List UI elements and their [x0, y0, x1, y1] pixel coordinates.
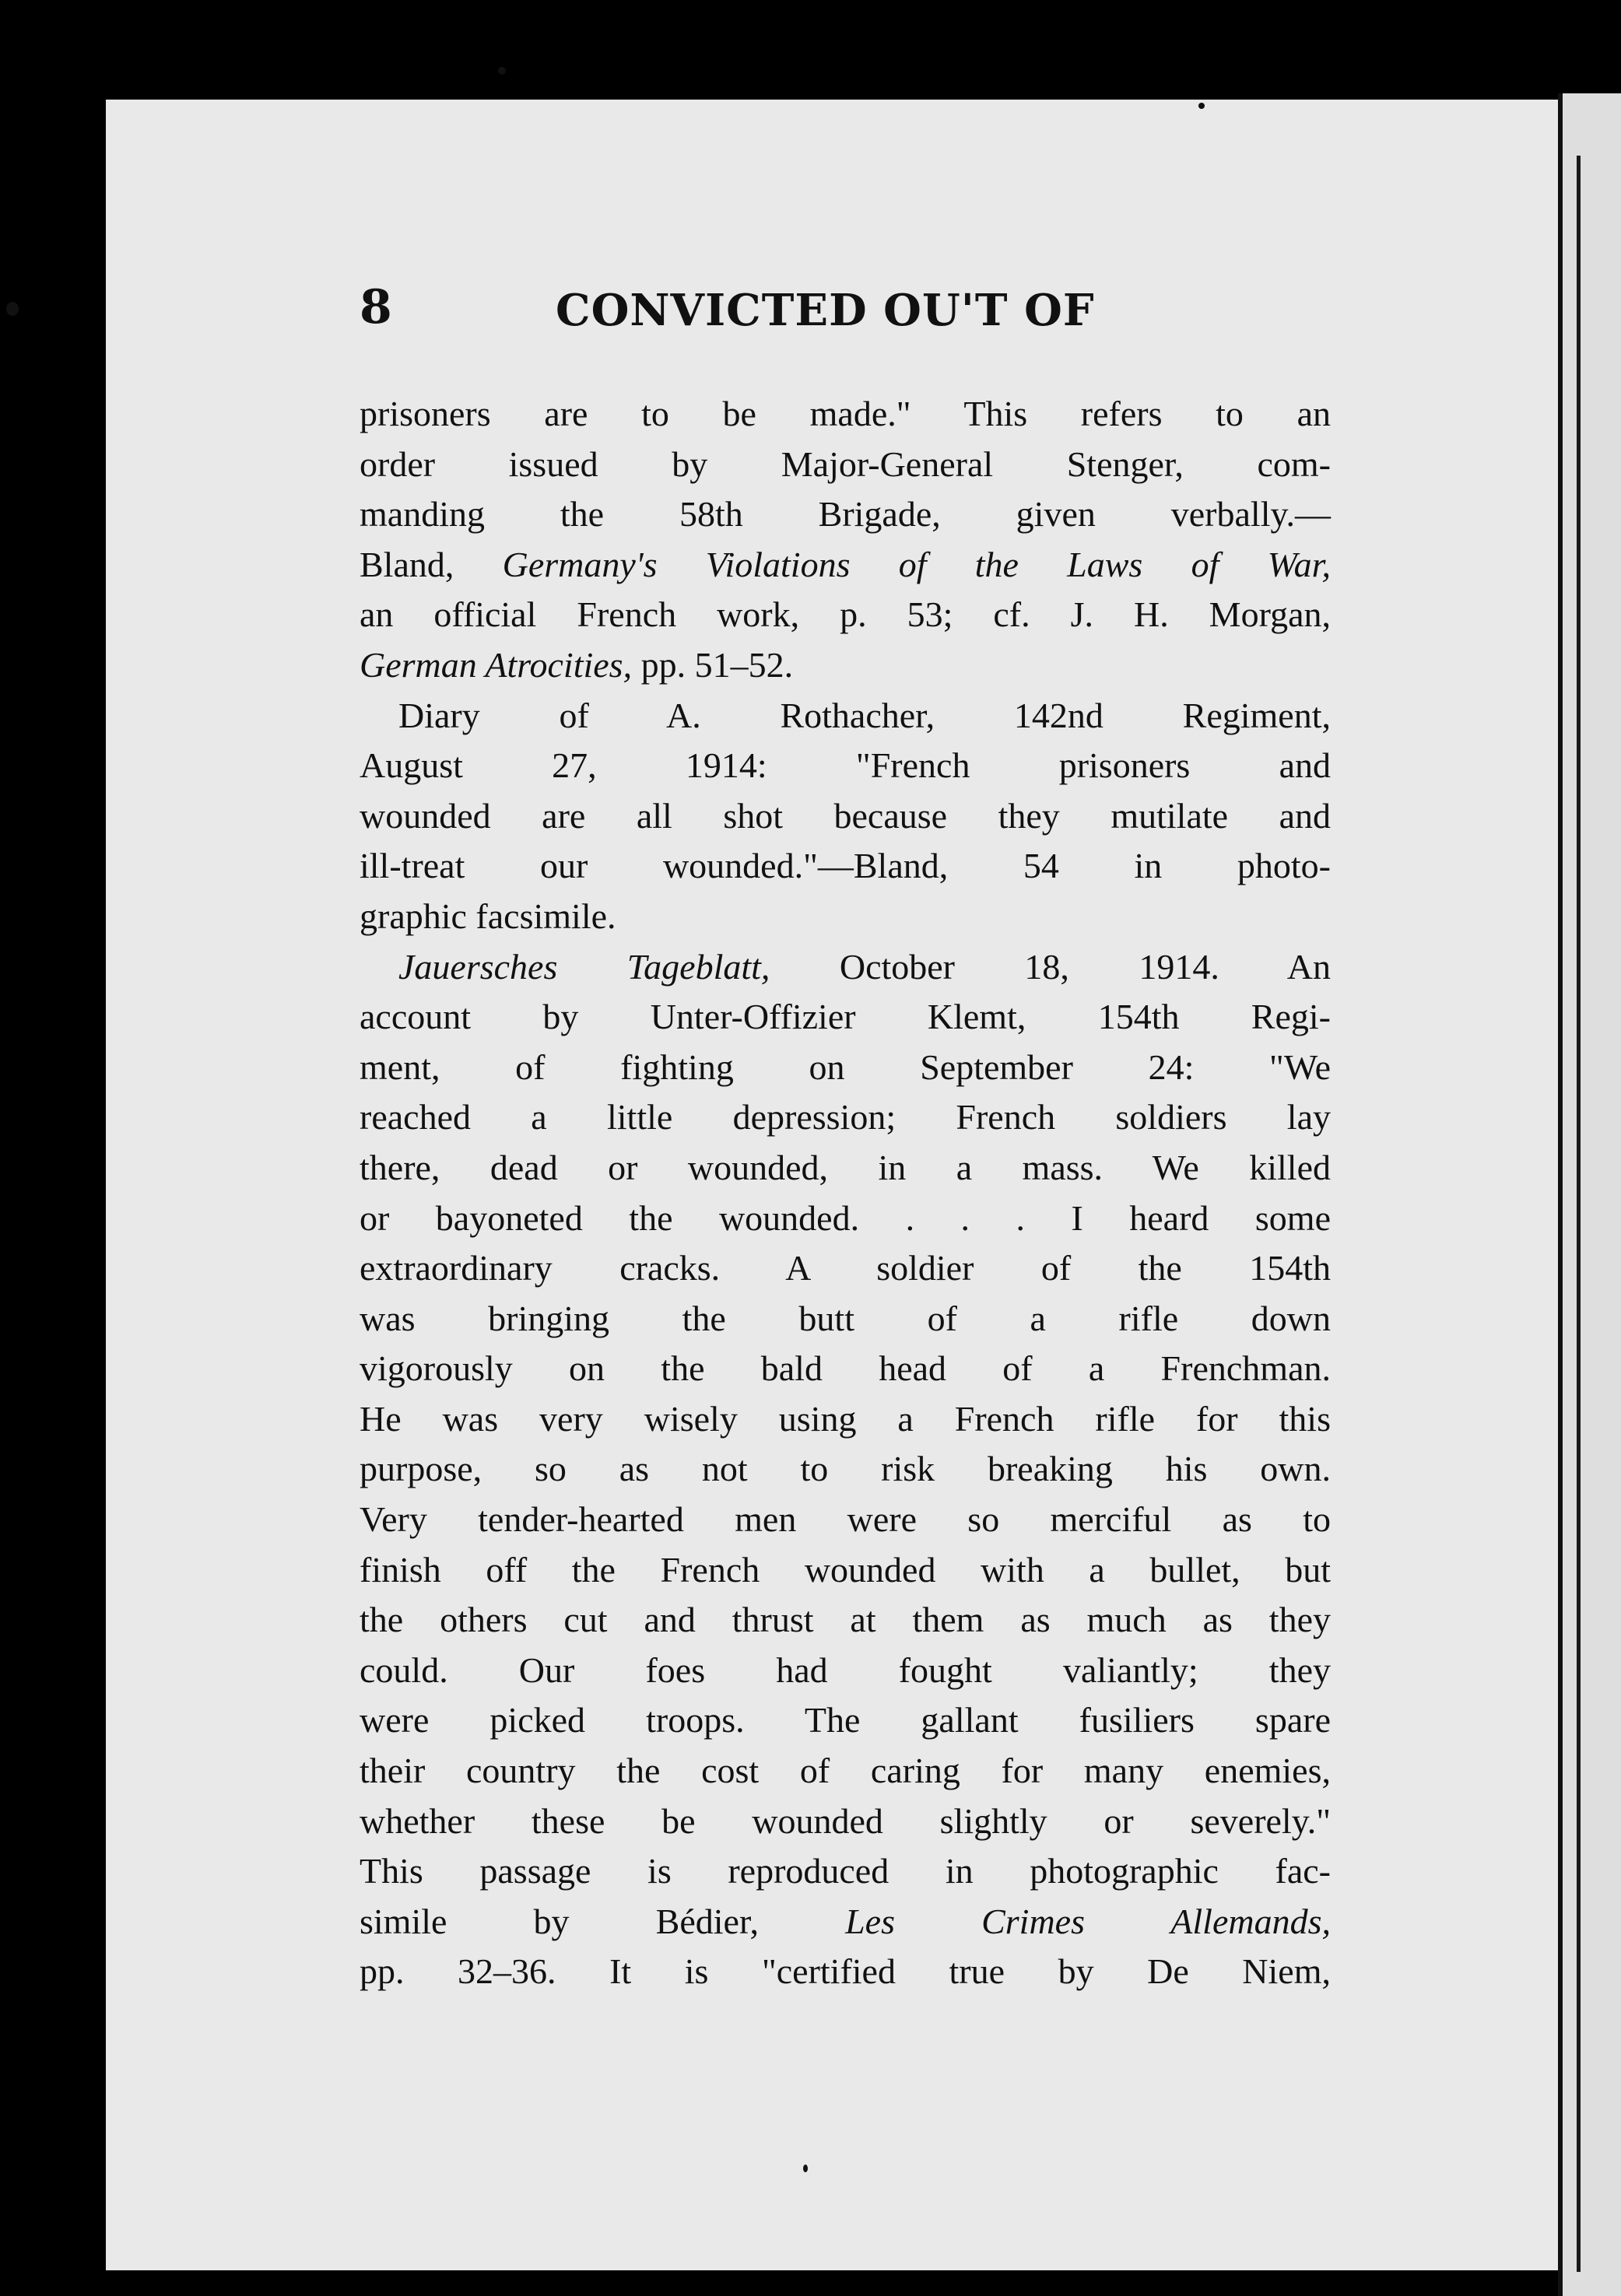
text-line: whether these be wounded slightly or severely." — [360, 1800, 1331, 1841]
text-line: graphic facsimile. — [360, 896, 616, 936]
page-gutter-line — [1577, 156, 1581, 2272]
text-line: there, dead or wounded, in a mass. We killed — [360, 1147, 1331, 1187]
text-line: order issued by Major-General Stenger, com- — [360, 443, 1331, 484]
text-line: their country the cost of caring for many enemies, — [360, 1751, 1331, 1791]
text-line: Jauersches Tageblatt, October 18, 1914. An — [398, 946, 1331, 987]
facing-page-edge — [1558, 93, 1621, 2296]
text-line: Very tender-hearted men were so merciful as to — [360, 1499, 1331, 1540]
page-number: 8 — [360, 280, 392, 335]
text-line: an official French work, p. 53; cf. J. H. Morgan, — [360, 594, 1331, 635]
text-line: were picked troops. The gallant fusiliers spare — [360, 1700, 1331, 1740]
scan-speck — [1198, 103, 1205, 109]
text-line: Diary of A. Rothacher, 142nd Regiment, — [398, 695, 1331, 735]
scan-speck — [6, 302, 19, 316]
scan-speck — [803, 2165, 808, 2172]
text-line: This passage is reproduced in photographic fac- — [360, 1851, 1331, 1891]
text-line: or bayoneted the wounded. . . . I heard some — [360, 1197, 1331, 1238]
text-line: manding the 58th Brigade, given verbally.— — [360, 494, 1331, 535]
text-line: simile by Bédier, Les Crimes Allemands, — [360, 1901, 1331, 1941]
text-line: wounded are all shot because they mutilate and — [360, 795, 1331, 836]
text-line: ment, of fighting on September 24: "We — [360, 1046, 1331, 1087]
text-line: purpose, so as not to risk breaking his own. — [360, 1449, 1331, 1489]
page-header — [360, 280, 1418, 358]
scan-speck — [498, 67, 506, 75]
text-line: German Atrocities, pp. 51–52. — [360, 644, 794, 685]
text-line: was bringing the butt of a rifle down — [360, 1298, 1331, 1338]
text-line: vigorously on the bald head of a Frenchman. — [360, 1348, 1331, 1389]
text-line: finish off the French wounded with a bullet, but — [360, 1549, 1331, 1590]
text-line: account by Unter-Offizier Klemt, 154th Regi- — [360, 997, 1331, 1037]
running-head: CONVICTED OU'T OF — [556, 285, 1095, 336]
text-line: reached a little depression; French soldiers lay — [360, 1097, 1331, 1137]
text-line: pp. 32–36. It is "certified true by De Niem, — [360, 1951, 1331, 1992]
text-line: August 27, 1914: "French prisoners and — [360, 745, 1331, 786]
text-line: the others cut and thrust at them as much as they — [360, 1600, 1331, 1640]
body-text — [360, 389, 1331, 1997]
text-line: prisoners are to be made." This refers to an — [360, 394, 1331, 433]
text-line: extraordinary cracks. A soldier of the 154th — [360, 1248, 1331, 1288]
text-line: could. Our foes had fought valiantly; they — [360, 1649, 1331, 1690]
text-line: He was very wisely using a French rifle for this — [360, 1398, 1331, 1439]
text-line: Bland, Germany's Violations of the Laws of War, — [360, 544, 1331, 584]
text-line: ill-treat our wounded."—Bland, 54 in photo- — [360, 846, 1331, 886]
